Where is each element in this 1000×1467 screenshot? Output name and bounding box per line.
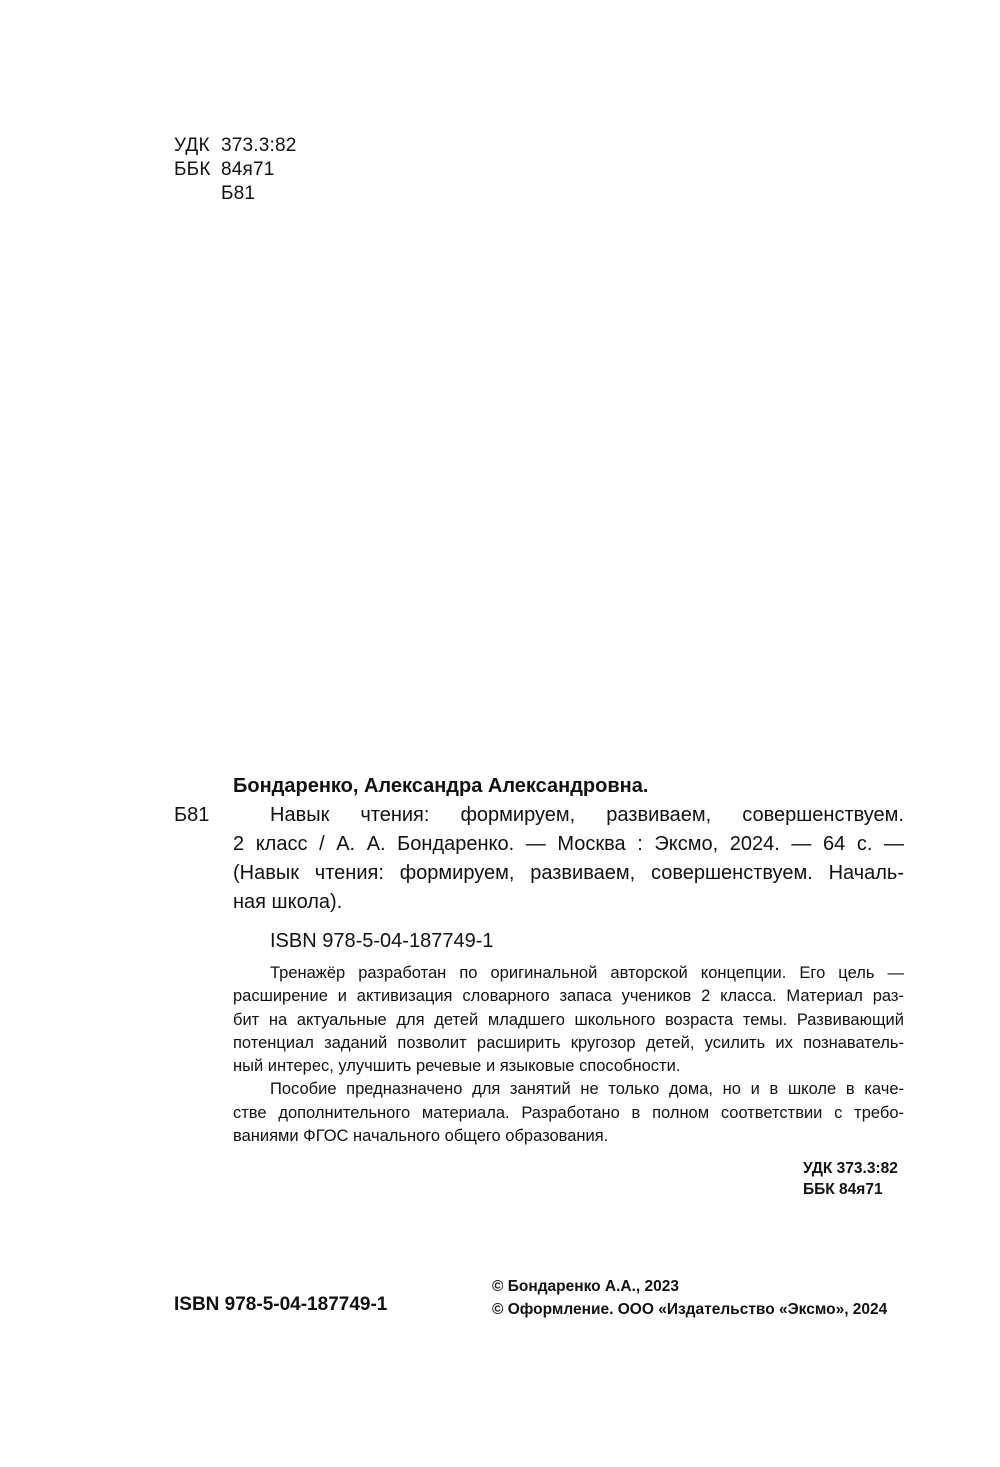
annotation-line: расширение и активизация словарного запаса учеников 2 класса. Материал раз- [233,987,904,1006]
annotation-line: Пособие предназначено для занятий не только дома, но и в школе в каче- [270,1080,904,1099]
entry-line: (Навык чтения: формируем, развиваем, совершенствуем. Началь- [233,862,904,884]
annotation [233,962,904,1148]
author-mark-row [174,182,297,206]
bbk-value: 84я71 [221,159,275,180]
bbk-row [174,158,297,182]
annotation-line: стве дополнительного материала. Разработано в полном соответствии с требо- [233,1103,904,1122]
bbk-label: ББК [174,159,211,180]
entry-isbn: ISBN 978-5-04-187749-1 [270,930,494,952]
author-mark: Б81 [221,183,256,204]
annotation-line: бит на актуальные для детей младшего школьного возраста темы. Развивающий [233,1010,904,1029]
copyright-author: © Бондаренко А.А., 2023 [492,1278,680,1295]
copyright-design: © Оформление. ООО «Издательство «Эксмо», 2024 [492,1301,888,1318]
entry-code: Б81 [174,804,210,826]
annotation-line: ный интерес, улучшить речевые и языковые способности. [233,1057,681,1076]
annotation-line: ваниями ФГОС начального общего образования. [233,1127,609,1146]
entry-line: ная школа). [233,891,343,913]
entry-description [233,801,904,917]
entry-author: Бондаренко, Александра Александровна. [233,775,649,797]
bottom-isbn: ISBN 978-5-04-187749-1 [174,1294,388,1315]
classification-block [174,134,297,206]
udk-label: УДК [174,135,210,156]
entry-line: Навык чтения: формируем, развиваем, совершенствуем. [270,804,904,826]
entry-line: 2 класс / А. А. Бондаренко. — Москва : Эксмо, 2024. — 64 с. — [233,833,904,855]
udk-value: 373.3:82 [221,135,297,156]
annotation-line: Тренажёр разработан по оригинальной авторской концепции. Его цель — [270,964,904,982]
copyright-block [492,1275,887,1321]
annotation-line: потенциал заданий позволит расширить кругозор детей, усилить их познаватель- [233,1033,904,1052]
footer-codes [803,1158,898,1200]
udk-row [174,134,297,158]
footer-udk: УДК 373.3:82 [803,1160,898,1177]
footer-bbk: ББК 84я71 [803,1181,883,1198]
